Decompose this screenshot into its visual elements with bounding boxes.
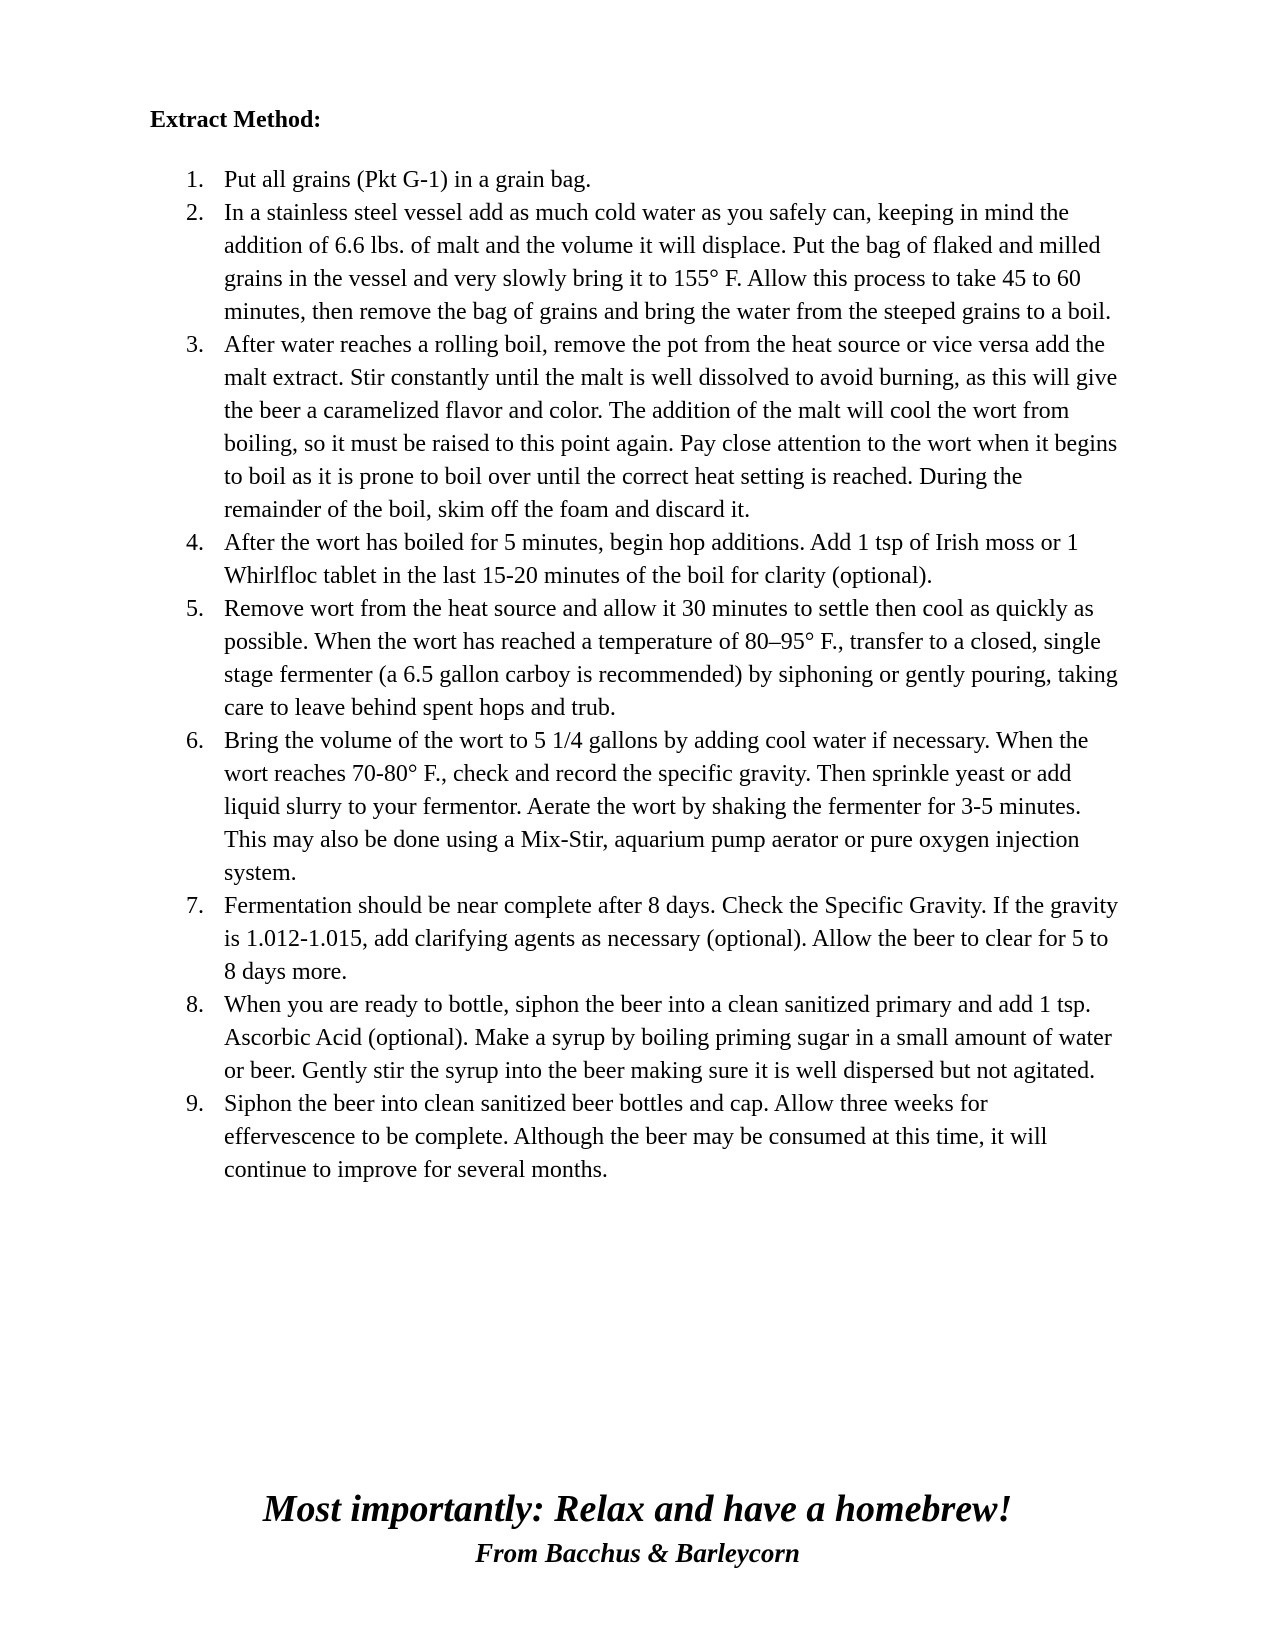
step-text: Fermentation should be near complete after 8 days. Check the Specific Gravity. If the gravity is 1.012-1.015, add clarifying agents as necessary (optional). Allow the beer to clear for 5 to 8 days more. [224,893,1119,985]
step-text: When you are ready to bottle, siphon the beer into a clean sanitized primary and add 1 tsp. Ascorbic Acid (optional). Make a syrup by boiling priming sugar in a small amount of water or beer. Gently stir the syrup into the beer making sure it is well dispersed but not agitated. [224,992,1112,1084]
instruction-step [150,890,1125,989]
step-number: 5. [186,596,204,622]
step-text: After water reaches a rolling boil, remove the pot from the heat source or vice versa add the malt extract. Stir constantly until the malt is well dissolved to avoid burning, as this will give the beer a caramelized flavor and color. The addition of the malt will cool the wort from boiling, so it must be raised to this point again. Pay close attention to the wort when it begins to boil as it is prone to boil over until the correct heat setting is reached. During the remainder of the boil, skim off the foam and discard it. [224,332,1118,523]
instruction-step [150,164,1125,197]
step-number: 6. [186,728,204,754]
step-text: Remove wort from the heat source and allow it 30 minutes to settle then cool as quickly as possible. When the wort has reached a temperature of 80–95° F., transfer to a closed, single stage fermenter (a 6.5 gallon carboy is recommended) by siphoning or gently pouring, taking care to leave behind spent hops and trub. [224,596,1118,721]
step-text: Put all grains (Pkt G-1) in a grain bag. [224,167,592,193]
step-text: After the wort has boiled for 5 minutes, begin hop additions. Add 1 tsp of Irish moss or 1 Whirlfloc tablet in the last 15-20 minutes of the boil for clarity (optional). [224,530,1079,589]
footer-tagline: Most importantly: Relax and have a homebrew! [262,1488,1013,1530]
step-number: 3. [186,332,204,358]
step-number: 2. [186,200,204,226]
step-number: 9. [186,1091,204,1117]
step-number: 7. [186,893,204,919]
footer-source: From Bacchus & Barleycorn [475,1538,800,1568]
step-text: Bring the volume of the wort to 5 1/4 gallons by adding cool water if necessary. When the wort reaches 70-80° F., check and record the specific gravity. Then sprinkle yeast or add liquid slurry to your fermentor. Aerate the wort by shaking the fermenter for 3-5 minutes. This may also be done using a Mix-Stir, aquarium pump aerator or pure oxygen injection system. [224,728,1089,886]
instruction-step [150,197,1125,329]
instruction-step [150,725,1125,890]
instruction-steps-list [150,164,1125,1187]
instruction-step [150,593,1125,725]
instruction-step [150,989,1125,1088]
instruction-step [150,329,1125,527]
section-heading: Extract Method: [150,107,322,133]
step-number: 1. [186,167,204,193]
step-number: 4. [186,530,204,556]
instruction-step [150,527,1125,593]
step-text: Siphon the beer into clean sanitized beer bottles and cap. Allow three weeks for effervescence to be complete. Although the beer may be consumed at this time, it will continue to improve for several months. [224,1091,1048,1183]
step-number: 8. [186,992,204,1018]
step-text: In a stainless steel vessel add as much cold water as you safely can, keeping in mind the addition of 6.6 lbs. of malt and the volume it will displace. Put the bag of flaked and milled grains in the vessel and very slowly bring it to 155° F. Allow this process to take 45 to 60 minutes, then remove the bag of grains and bring the water from the steeped grains to a boil. [224,200,1112,325]
instruction-step [150,1088,1125,1187]
